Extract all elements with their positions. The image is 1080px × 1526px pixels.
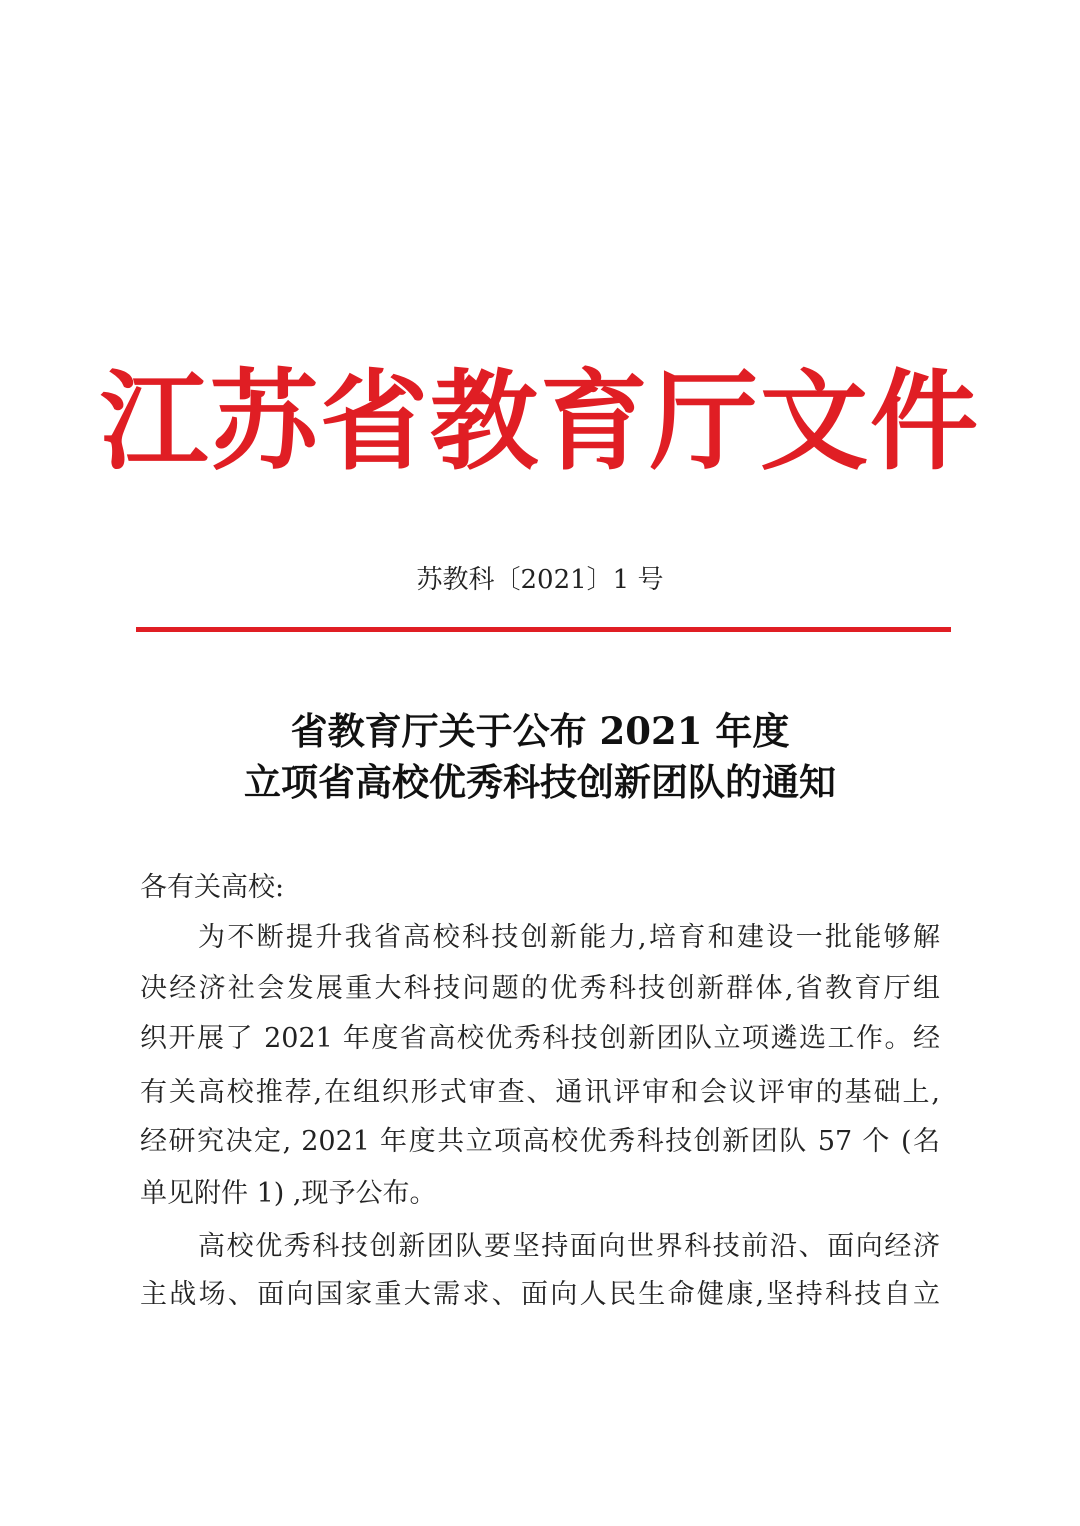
paragraph-2-line: 高校优秀科技创新团队要坚持面向世界科技前沿、面向经济 — [198, 1231, 940, 1262]
paragraph-1-line: 织开展了 2021 年度省高校优秀科技创新团队立项遴选工作。经 — [140, 1023, 940, 1054]
paragraph-1-line: 决经济社会发展重大科技问题的优秀科技创新群体,省教育厅组 — [140, 973, 940, 1004]
paragraph-1-line: 单见附件 1) ,现予公布。 — [140, 1178, 437, 1209]
red-divider-line — [136, 627, 951, 632]
paragraph-1-line: 经研究决定, 2021 年度共立项高校优秀科技创新团队 57 个 (名 — [140, 1126, 940, 1157]
issuer-masthead: 江苏省教育厅文件 — [99, 359, 980, 485]
document-title-line-2: 立项省高校优秀科技创新团队的通知 — [244, 760, 836, 804]
paragraph-1-line: 为不断提升我省高校科技创新能力,培育和建设一批能够解 — [198, 922, 940, 953]
paragraph-2-line: 主战场、面向国家重大需求、面向人民生命健康,坚持科技自立 — [140, 1279, 940, 1310]
paragraph-1-line: 有关高校推荐,在组织形式审查、通讯评审和会议评审的基础上, — [140, 1077, 940, 1108]
document-title-line-1: 省教育厅关于公布 2021 年度 — [290, 709, 790, 753]
salutation: 各有关高校: — [140, 872, 285, 903]
document-number: 苏教科〔2021〕1 号 — [416, 565, 664, 595]
